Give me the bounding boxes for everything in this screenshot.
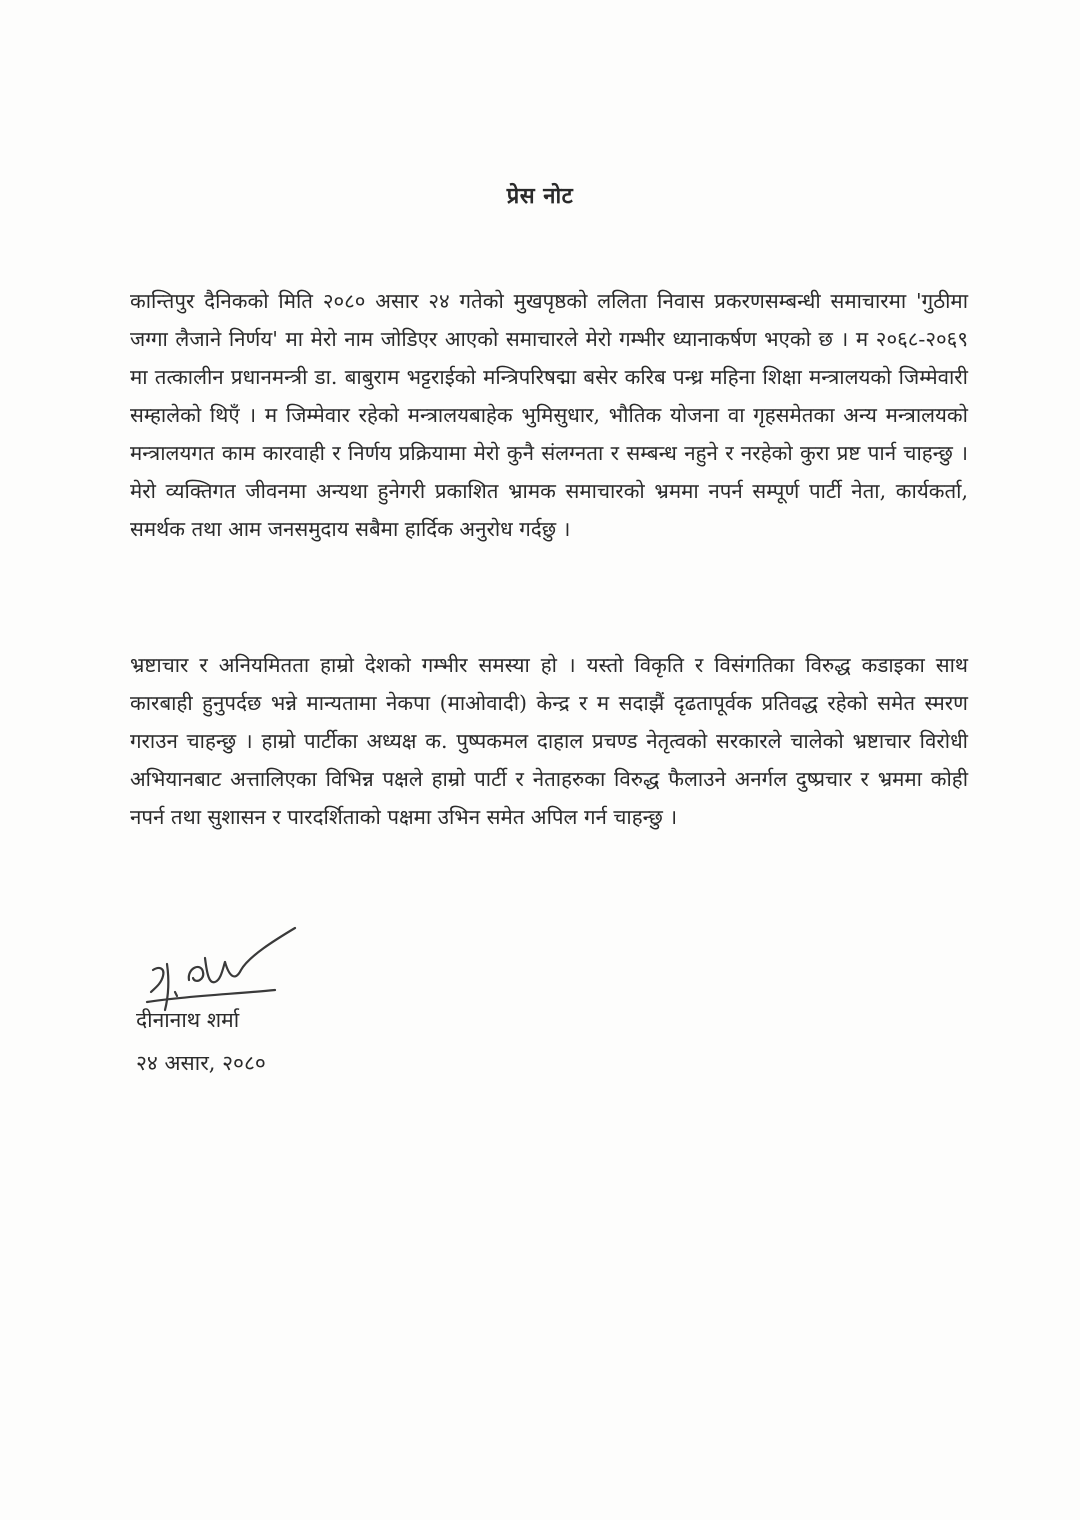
signature-date: २४ असार, २०८० (136, 1051, 266, 1075)
paragraph-text: भ्रष्टाचार र अनियमितता हाम्रो देशको गम्भीर समस्या हो । यस्तो विकृति र विसंगतिका विरुद्ध कडाइका साथ कारबाही हुनुपर्दछ भन्ने मान्यतामा नेकपा (माओवादी) केन्द्र र म सदाझैं दृढतापूर्वक प्रतिवद्ध रहेको समेत स्मरण गराउन चाहन्छु । हाम्रो पार्टीका अध्यक्ष क. पुष्पकमल दाहाल प्रचण्ड नेतृत्वको सरकारले चालेको भ्रष्टाचार विरोधी अभियानबाट अत्तालिएका विभिन्न पक्षले हाम्रो पार्टी र नेताहरुका विरुद्ध फैलाउने अनर्गल दुष्प्रचार र भ्रममा कोही नपर्न तथा सुशासन र पारदर्शिताको पक्षमा उभिन समेत अपिल गर्न चाहन्छु । (130, 653, 968, 829)
handwritten-signature (145, 918, 315, 1018)
paragraph-text: कान्तिपुर दैनिकको मिति २०८० असार २४ गतेको मुखपृष्ठको ललिता निवास प्रकरणसम्बन्धी समाचारमा 'गुठीमा जग्गा लैजाने निर्णय' मा मेरो नाम जोडिएर आएको समाचारले मेरो गम्भीर ध्यानाकर्षण भएको छ । म २०६८-२०६९ मा तत्कालीन प्रधानमन्त्री डा. बाबुराम भट्टराईको मन्त्रिपरिषद्मा बसेर करिब पन्ध्र महिना शिक्षा मन्त्रालयको जिम्मेवारी सम्हालेको थिएँ । म जिम्मेवार रहेको मन्त्रालयबाहेक भुमिसुधार, भौतिक योजना वा गृहसमेतका अन्य मन्त्रालयको मन्त्रालयगत काम कारवाही र निर्णय प्रक्रियामा मेरो कुनै संलग्नता र सम्बन्ध नहुने र नरहेको कुरा प्रष्ट पार्न चाहन्छु । मेरो व्यक्तिगत जीवनमा अन्यथा हुनेगरी प्रकाशित भ्रामक समाचारको भ्रममा नपर्न सम्पूर्ण पार्टी नेता, कार्यकर्ता, समर्थक तथा आम जनसमुदाय सबैमा हार्दिक अनुरोध गर्दछु । (130, 289, 969, 541)
signatory-name: दीनानाथ शर्मा (136, 1008, 240, 1032)
body-paragraph-1 (130, 282, 968, 548)
body-paragraph-2 (130, 646, 968, 836)
document-title: प्रेस नोट (506, 183, 574, 209)
